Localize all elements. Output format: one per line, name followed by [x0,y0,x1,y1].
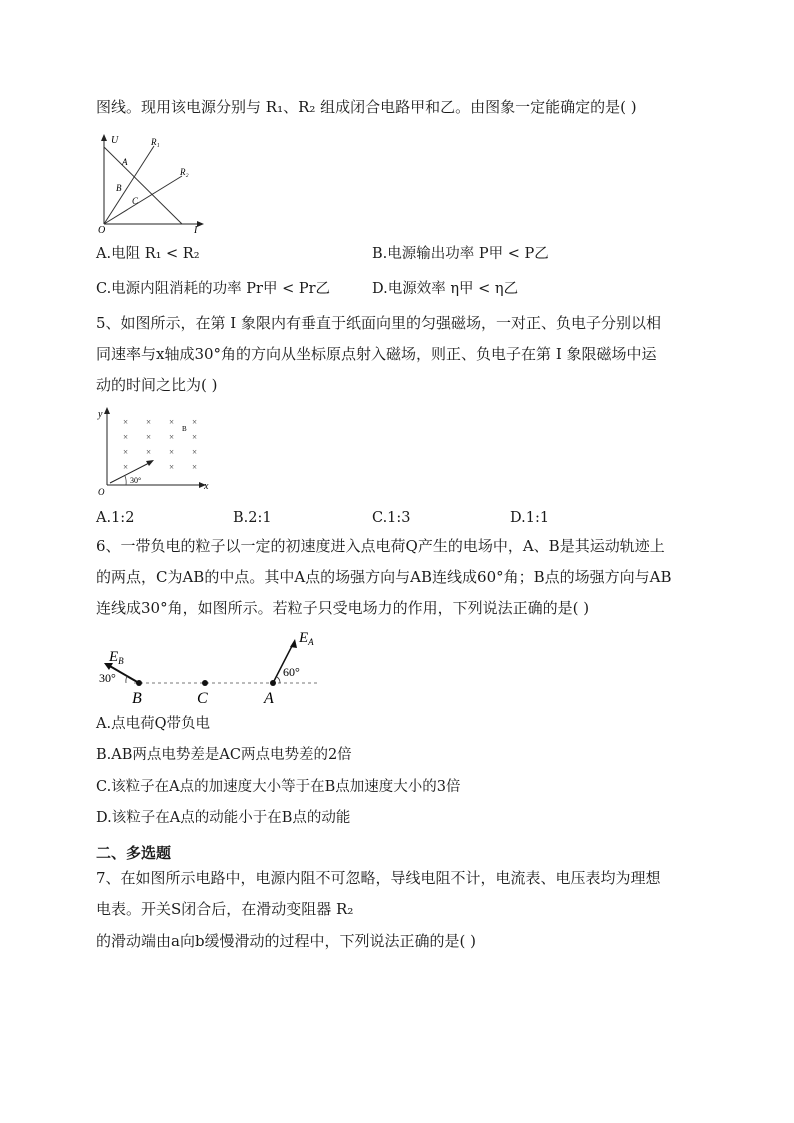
section-title-multi-choice: 二、多选题 [96,844,172,862]
q6-option-b: B.AB两点电势差是AC两点电势差的2倍 [96,747,352,763]
q5-cross: × [146,432,152,442]
q4-option-c: C.电源内阻消耗的功率 Pr甲 < Pr乙 [96,281,331,297]
q5-option-c: C.1:3 [372,510,411,526]
q5-field-b: B [182,425,187,433]
q4-option-b: B.电源输出功率 P甲 < P乙 [372,246,549,262]
q5-cross: × [146,447,152,457]
q4-label-r1: R₁ [151,137,160,147]
q4-label-r2: R₂ [180,167,189,177]
q5-cross: × [169,447,175,457]
q5-cross: × [123,417,129,427]
q6-label-ea-main: E [299,630,309,646]
q5-axis-x: x [204,481,209,492]
q6-option-c: C.该粒子在A点的加速度大小等于在B点加速度大小的3倍 [96,779,461,795]
q7-line-2: 电表。开关S闭合后，在滑动变阻器 R₂ [96,900,354,918]
q5-cross: × [123,447,129,457]
q4-option-d: D.电源效率 η甲 < η乙 [372,281,519,297]
q5-line-2: 同速率与x轴成30°角的方向从坐标原点射入磁场，则正、负电子在第 I 象限磁场中运 [96,345,657,363]
q6-point-a: A [264,690,274,707]
q5-origin: O [98,487,105,497]
q6-angle-b: 30° [99,671,116,685]
q5-cross: × [123,432,129,442]
q4-origin: O [98,225,106,236]
q6-label-ea-sub: A [308,637,314,647]
q5-cross: × [169,417,175,427]
q4-label-c: C [132,196,139,206]
q5-line-3: 动的时间之比为( ) [96,376,218,394]
q6-line-2: 的两点，C为AB的中点。其中A点的场强方向与AB连线成60°角；B点的场强方向与AB [96,568,672,586]
q5-line-1: 5、如图所示，在第 I 象限内有垂直于纸面向里的匀强磁场，一对正、负电子分别以相 [96,314,662,332]
q6-option-a: A.点电荷Q带负电 [96,716,210,732]
q6-line-1: 6、一带负电的粒子以一定的初速度进入点电荷Q产生的电场中，A、B是其运动轨迹上 [96,537,665,555]
q6-label-eb-main: E [109,649,119,665]
q6-label-ea [298,630,314,647]
q5-cross: × [123,462,129,472]
q6-line-3: 连线成30°角，如图所示。若粒子只受电场力的作用，下列说法正确的是( ) [96,599,590,617]
q4-axis-i: I [194,225,198,236]
q6-point-b: B [132,690,142,707]
q5-cross: × [192,417,198,427]
q5-cross: × [192,447,198,457]
q5-cross: × [169,432,175,442]
q5-option-b: B.2:1 [233,510,272,526]
q6-label-eb [108,649,124,666]
q6-field-figure [96,628,326,706]
q5-cross: × [169,462,175,472]
q5-option-a: A.1:2 [96,510,135,526]
q5-cross: × [192,432,198,442]
q6-option-d: D.该粒子在A点的动能小于在B点的动能 [96,810,351,826]
q6-point-c: C [197,690,208,707]
q4-axis-u: U [111,135,119,146]
q7-line-1: 7、在如图所示电路中，电源内阻不可忽略，导线电阻不计，电流表、电压表均为理想 [96,869,661,887]
q4-label-a: A [122,157,128,167]
q5-field-figure [96,405,216,497]
q4-ui-graph [96,132,206,236]
q7-line-3: 的滑动端由a向b缓慢滑动的过程中，下列说法正确的是( ) [96,932,477,950]
q6-label-eb-sub: B [118,656,124,666]
q5-option-d: D.1:1 [510,510,550,526]
q4-label-b: B [116,183,122,193]
q4-stem: 图线。现用该电源分别与 R₁、R₂ 组成闭合电路甲和乙。由图象一定能确定的是( ) [96,98,637,116]
q6-angle-a: 60° [283,665,300,679]
q5-angle: 30° [130,476,142,485]
q5-cross: × [146,417,152,427]
q4-option-a: A.电阻 R₁ < R₂ [96,246,200,262]
q5-cross: × [192,462,198,472]
q5-axis-y: y [98,409,103,420]
